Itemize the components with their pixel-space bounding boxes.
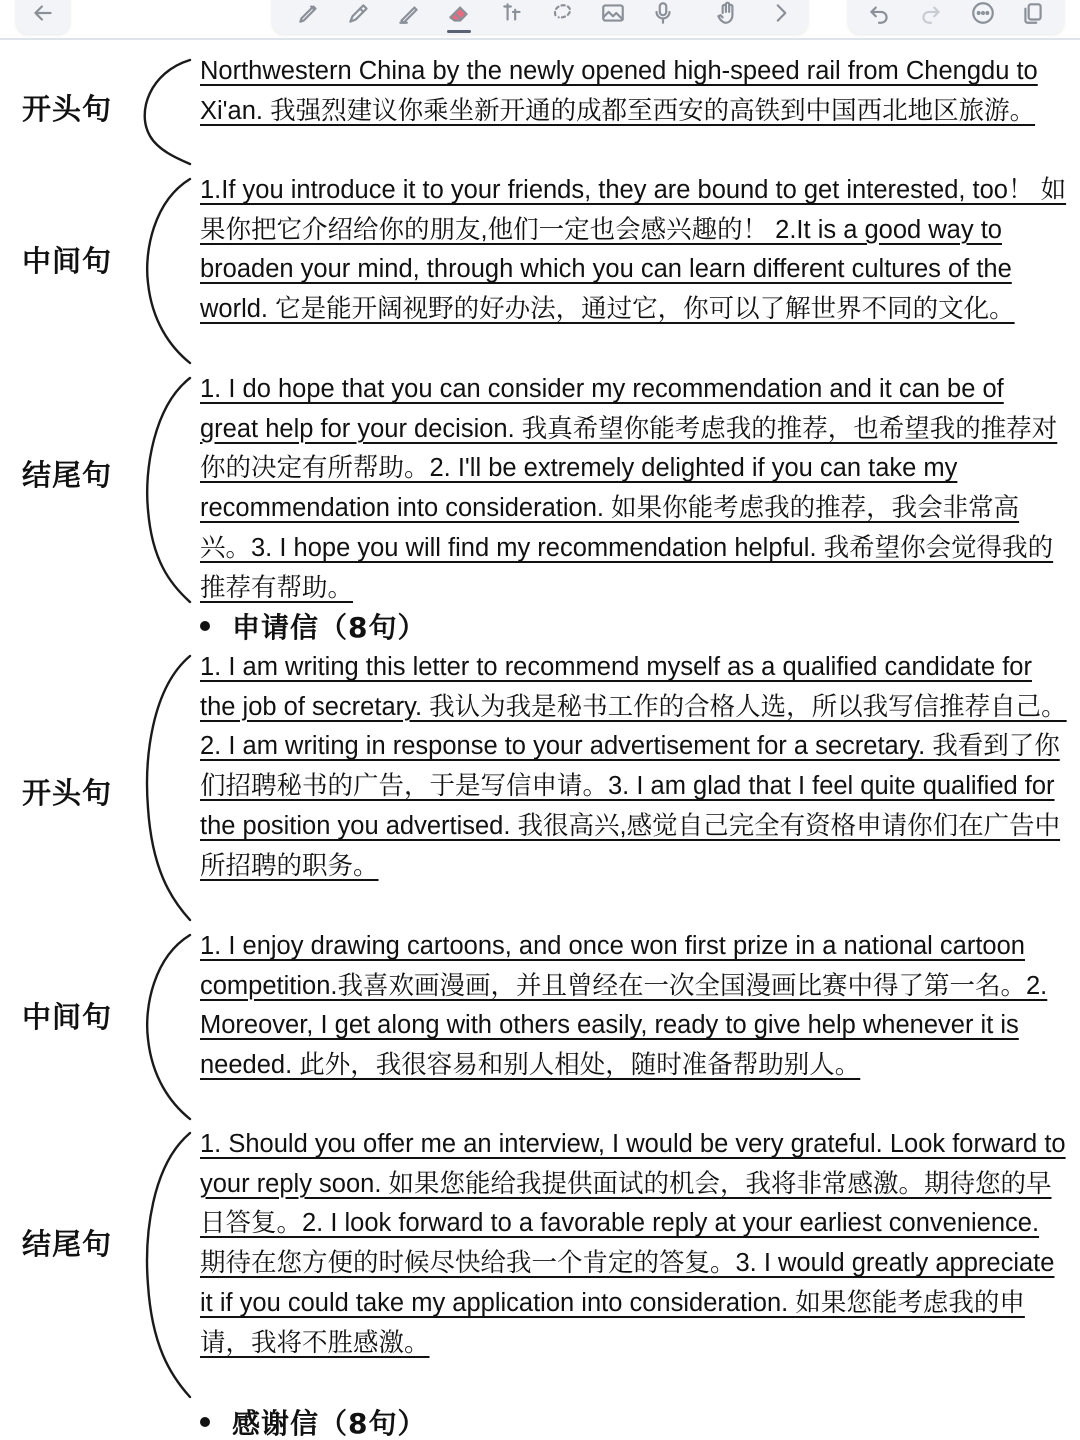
chevron-right-icon[interactable] [766,0,796,28]
undo-icon[interactable] [864,0,894,28]
section-label: 结尾句 [22,458,113,492]
note-paragraph[interactable]: 1. I enjoy drawing cartoons, and once won first prize in a national cartoon competition.我喜欢画漫画，并且曾经在一次全国漫画比赛中得了第一名。2. Moreover, I get along with others easily, ready to give help whenever it is needed. 此外，我很容易和别人相处，随时准备帮助别人。 [200,932,1048,1080]
brace-bracket [140,927,202,1127]
redo-icon[interactable] [916,0,946,28]
section-label: 开头句 [22,92,113,126]
hand-icon[interactable] [712,0,742,28]
recommendation-closing-section [0,370,1080,610]
note-paragraph[interactable]: 1. I do hope that you can consider my recommendation and it can be of great help for your decision. 我真希望你能考虑我的推荐，也希望我的推荐对你的决定有所帮助。2. I'll be extremely delighted if you can take my recommendation into consideration. 如果你能考虑我的推荐，我会非常高兴。3. I hope you will find my recommendation helpful. 我希望你会觉得我的推荐有帮助。 [200,375,1058,602]
note-paragraph[interactable]: Northwestern China by the newly opened high-speed rail from Chengdu to Xi'an. 我强烈建议你乘坐新开通的成都至西安的高铁到中国西北地区旅游。 [200,57,1038,125]
back-button-group [16,0,70,34]
recommendation-opening-section [0,52,1080,172]
thank-you-letter-heading[interactable] [200,1404,426,1440]
note-paragraph[interactable]: 1. I am writing this letter to recommend myself as a qualified candidate for the job of secretary. 我认为我是秘书工作的合格人选，所以我写信推荐自己。2. I am writing in response to your advertisement for a secretary. 我看到了你们招聘秘书的广告，于是写信申请。3. I am glad that I feel quite qualified for the position you advertised. 我很高兴,感觉自己完全有资格申请你们在广告中所招聘的职务。 [200,653,1067,880]
text-tool-icon[interactable] [498,0,528,28]
brace-bracket [140,370,202,610]
section-label: 结尾句 [22,1227,113,1261]
section-label: 开头句 [22,776,113,810]
brace-bracket [140,52,202,172]
brace-bracket [140,171,202,371]
drawing-tools-group [272,0,808,34]
heading-text: 感谢信（8句） [232,1407,427,1440]
application-letter-heading[interactable] [200,608,426,644]
copy-icon[interactable] [1018,0,1048,28]
application-opening-section [0,648,1080,928]
back-arrow-icon[interactable] [28,0,58,28]
recommendation-middle-section [0,171,1080,371]
section-label: 中间句 [22,1000,113,1034]
highlighter-icon[interactable] [394,0,424,28]
action-buttons-group [848,0,1064,34]
pencil-icon[interactable] [344,0,374,28]
note-paragraph[interactable]: 1.If you introduce it to your friends, they are bound to get interested, too！ 如果你把它介绍给你的朋友,他们一定也会感兴趣的！ 2.It is a good way to broaden your mind, through which you can learn different cultures of the world. 它是能开阔视野的好办法，通过它，你可以了解世界不同的文化。 [200,176,1067,324]
heading-text: 申请信（8句） [232,611,427,644]
image-icon[interactable] [598,0,628,28]
section-label: 中间句 [22,244,113,278]
top-toolbar [0,0,1080,40]
lasso-icon[interactable] [548,0,578,28]
brace-bracket [140,1125,202,1405]
bullet-point [200,1417,210,1427]
brace-bracket [140,648,202,928]
note-page [0,42,1080,1440]
microphone-icon[interactable] [648,0,678,28]
more-icon[interactable] [968,0,998,28]
pen-icon[interactable] [294,0,324,28]
eraser-icon[interactable] [444,0,474,28]
application-middle-section [0,927,1080,1127]
note-paragraph[interactable]: 1. Should you offer me an interview, I would be very grateful. Look forward to your reply soon. 如果您能给我提供面试的机会，我将非常感激。期待您的早日答复。2. I look forward to a favorable reply at your earliest convenience. 期待在您方便的时候尽快给我一个肯定的答复。3. I would greatly appreciate it if you could take my application into consideration. 如果您能考虑我的申请，我将不胜感激。 [200,1130,1066,1357]
application-closing-section [0,1125,1080,1405]
bullet-point [200,621,210,631]
